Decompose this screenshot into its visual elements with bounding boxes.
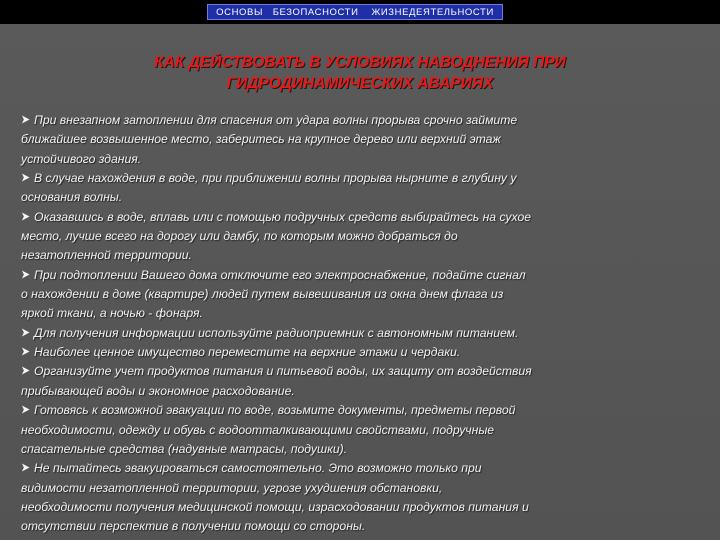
bullet-line — [21, 111, 707, 130]
bullet-text: При подтоплении Вашего дома отключите его электроснабжение, подайте сигнал — [34, 267, 526, 282]
bullet-text: Наиболее ценное имущество переместите на верхние этажи и чердаки. — [34, 345, 461, 360]
arrowhead-bullet-icon — [21, 115, 30, 124]
bullet-item — [21, 459, 707, 536]
bullet-line — [21, 285, 707, 304]
bullet-line — [21, 401, 707, 420]
bullet-item — [21, 362, 707, 401]
bullet-item — [21, 324, 707, 343]
bullet-item — [21, 343, 707, 362]
bullet-text: Для получения информации используйте радиоприемник с автономным питанием. — [34, 325, 519, 340]
bullet-line — [21, 343, 707, 362]
slide-title — [60, 52, 660, 94]
bullet-line — [21, 421, 707, 440]
bullet-text: основания волны. — [21, 190, 123, 205]
bullet-line — [21, 362, 707, 381]
arrowhead-bullet-icon — [21, 173, 30, 182]
bullet-line — [21, 440, 707, 459]
bullet-text: место, лучше всего на дорогу или дамбу, по которым можно добраться до — [21, 229, 458, 244]
header-strip — [207, 4, 503, 20]
arrowhead-bullet-icon — [21, 366, 30, 375]
arrowhead-bullet-icon — [21, 270, 30, 279]
arrowhead-bullet-icon — [21, 328, 30, 337]
bullet-line — [21, 324, 707, 343]
arrowhead-bullet-icon — [21, 463, 30, 472]
header-bar — [0, 0, 720, 24]
bullet-line — [21, 188, 707, 207]
bullet-text: отсутствии перспектив в получении помощи со стороны. — [21, 519, 366, 534]
bullet-text: Организуйте учет продуктов питания и питьевой воды, их защиту от воздействия — [34, 364, 532, 379]
bullet-line — [21, 227, 707, 246]
bullet-line — [21, 208, 707, 227]
bullet-line — [21, 459, 707, 478]
bullet-text: ближайшее возвышенное место, заберитесь на крупное дерево или верхний этаж — [21, 132, 501, 147]
bullet-text: необходимости, одежду и обувь с водоотталкивающими свойствами, подручные — [21, 422, 495, 437]
slide-title-line-1: КАК ДЕЙСТВОВАТЬ В УСЛОВИЯХ НАВОДНЕНИЯ ПРИ — [154, 54, 566, 71]
bullet-line — [21, 130, 707, 149]
bullet-line — [21, 150, 707, 169]
bullet-line — [21, 169, 707, 188]
bullet-text: Не пытайтесь эвакуироваться самостоятельно. Это возможно только при — [34, 461, 482, 476]
bullet-line — [21, 479, 707, 498]
bullet-item — [21, 401, 707, 459]
header-title: ОСНОВЫ БЕЗОПАСНОСТИ ЖИЗНЕДЕЯТЕЛЬНОСТИ — [216, 6, 494, 18]
bullet-line — [21, 382, 707, 401]
bullet-list — [21, 111, 707, 537]
bullet-text: Готовясь к возможной эвакуации по воде, возьмите документы, предметы первой — [34, 403, 516, 418]
bullet-line — [21, 304, 707, 323]
bullet-item — [21, 169, 707, 208]
bullet-text: видимости незатопленной территории, угрозе ухудшения обстановки, — [21, 480, 443, 495]
slide-title-line-2: ГИДРОДИНАМИЧЕСКИХ АВАРИЯХ — [226, 75, 494, 92]
bullet-line — [21, 246, 707, 265]
bullet-item — [21, 111, 707, 169]
arrowhead-bullet-icon — [21, 405, 30, 414]
bullet-text: устойчивого здания. — [21, 151, 142, 166]
bullet-text: о нахождении в доме (квартире) людей путем вывешивания из окна днем флага из — [21, 287, 504, 302]
bullet-text: прибывающей воды и экономное расходование. — [21, 383, 295, 398]
bullet-text: В случае нахождения в воде, при приближении волны прорыва нырните в глубину у — [34, 171, 517, 186]
bullet-text: яркой ткани, а ночью - фонаря. — [21, 306, 203, 321]
bullet-line — [21, 266, 707, 285]
arrowhead-bullet-icon — [21, 212, 30, 221]
bullet-text: незатопленной территории. — [21, 248, 192, 263]
bullet-line — [21, 498, 707, 517]
bullet-item — [21, 208, 707, 266]
bullet-line — [21, 517, 707, 536]
bullet-text: необходимости получения медицинской помощи, израсходовании продуктов питания и — [21, 499, 529, 514]
bullet-item — [21, 266, 707, 324]
arrowhead-bullet-icon — [21, 347, 30, 356]
bullet-text: спасательные средства (надувные матрасы, подушки). — [21, 441, 348, 456]
bullet-text: При внезапном затоплении для спасения от удара волны прорыва срочно займите — [34, 113, 518, 127]
bullet-text: Оказавшись в воде, вплавь или с помощью подручных средств выбирайтесь на сухое — [34, 209, 532, 224]
